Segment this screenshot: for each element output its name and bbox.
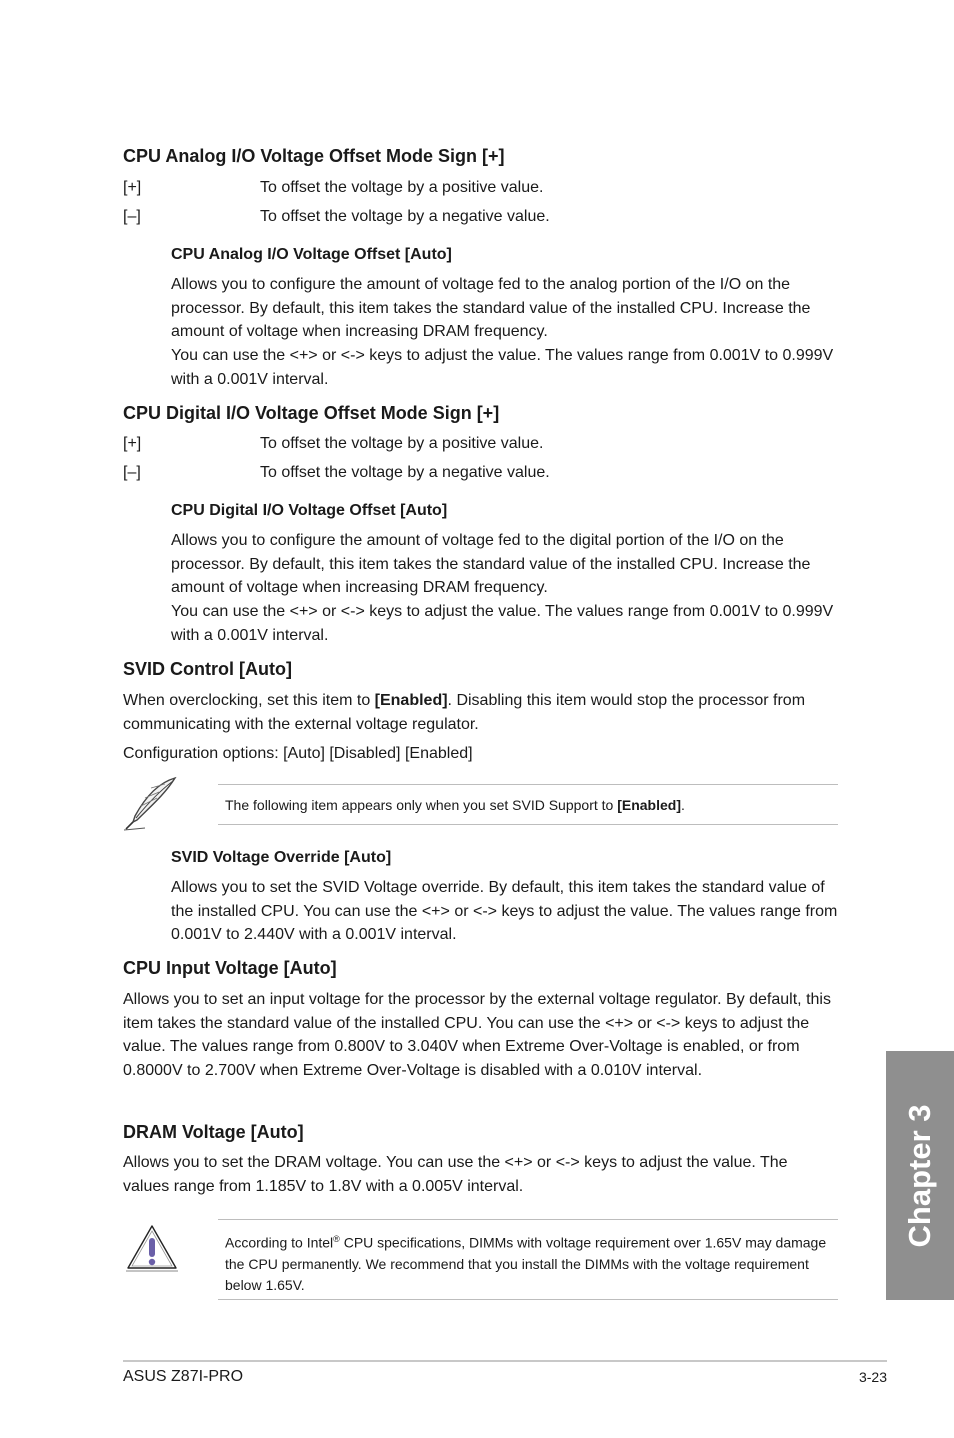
paragraph-digital-offset-2: You can use the <+> or <-> keys to adjust the value. The values range from 0.001V to 0.999V with a 0.001V interval. bbox=[171, 603, 834, 644]
option-key-minus: [–] bbox=[123, 464, 141, 481]
paragraph-dram-voltage: Allows you to set the DRAM voltage. You can use the <+> or <-> keys to adjust the value. The values range from 1.185V to 1.8V with a 0.005V interval. bbox=[123, 1154, 788, 1195]
heading-analog-offset: CPU Analog I/O Voltage Offset [Auto] bbox=[171, 246, 452, 263]
chapter-label: Chapter 3 bbox=[902, 1104, 937, 1247]
heading-input-voltage: CPU Input Voltage [Auto] bbox=[123, 958, 337, 978]
heading-svid-override: SVID Voltage Override [Auto] bbox=[171, 849, 392, 866]
footer-page-number: 3-23 bbox=[858, 1369, 887, 1385]
warning-dimm-voltage: According to Intel® CPU specifications, DIMMs with voltage requirement over 1.65V may damage the CPU permanently. We recommend that you install the DIMMs with the voltage requirement below 1.65V. bbox=[225, 1234, 827, 1293]
note-rule-bottom bbox=[218, 824, 838, 825]
option-key-plus: [+] bbox=[123, 179, 142, 196]
enabled-keyword: [Enabled] bbox=[374, 692, 448, 709]
heading-digital-offset: CPU Digital I/O Voltage Offset [Auto] bbox=[171, 502, 448, 519]
warning-rule-top bbox=[218, 1219, 838, 1220]
paragraph-input-voltage: Allows you to set an input voltage for the processor by the external voltage regulator. By default, this item takes the standard value of the installed CPU. You can use the <+> or <-> keys to adjust the value. The values range from 0.800V to 3.040V when Extreme Over-Voltage is enabled, or from 0.8000V to 2.700V when Extreme Over-Voltage is disabled with a 0.010V interval. bbox=[123, 991, 831, 1079]
quill-pen-icon bbox=[121, 776, 181, 832]
option-key-plus: [+] bbox=[123, 435, 142, 452]
heading-digital-sign: CPU Digital I/O Voltage Offset Mode Sign [+] bbox=[123, 403, 500, 423]
footer-rule bbox=[123, 1360, 887, 1362]
option-desc-plus: To offset the voltage by a positive value. bbox=[260, 435, 544, 452]
warning-triangle-icon bbox=[124, 1222, 180, 1274]
option-desc-plus: To offset the voltage by a positive value. bbox=[260, 179, 544, 196]
config-options: Configuration options: [Auto] [Disabled] [Enabled] bbox=[123, 745, 473, 762]
paragraph-analog-offset-1: Allows you to configure the amount of voltage fed to the analog portion of the I/O on the processor. By default, this item takes the standard value of the installed CPU. Increase the amount of voltage when increasing DRAM frequency. bbox=[171, 276, 811, 340]
paragraph-analog-offset-2: You can use the <+> or <-> keys to adjust the value. The values range from 0.001V to 0.999V with a 0.001V interval. bbox=[171, 347, 834, 388]
heading-svid-control: SVID Control [Auto] bbox=[123, 659, 292, 679]
heading-analog-sign: CPU Analog I/O Voltage Offset Mode Sign [+] bbox=[123, 146, 505, 166]
chapter-tab bbox=[886, 1051, 954, 1300]
option-desc-minus: To offset the voltage by a negative value. bbox=[260, 208, 550, 225]
heading-dram-voltage: DRAM Voltage [Auto] bbox=[123, 1122, 304, 1142]
warning-rule-bottom bbox=[218, 1299, 838, 1300]
option-key-minus: [–] bbox=[123, 208, 141, 225]
paragraph-svid-override: Allows you to set the SVID Voltage override. By default, this item takes the standard value of the installed CPU. You can use the <+> or <-> keys to adjust the value. The values range from 0.001V to 2.440V with a 0.001V interval. bbox=[171, 879, 838, 943]
footer-product: ASUS Z87I-PRO bbox=[123, 1368, 244, 1385]
paragraph-digital-offset-1: Allows you to configure the amount of voltage fed to the digital portion of the I/O on the processor. By default, this item takes the standard value of the installed CPU. Increase the amount of voltage when increasing DRAM frequency. bbox=[171, 532, 811, 596]
option-desc-minus: To offset the voltage by a negative value. bbox=[260, 464, 550, 481]
note-svid: The following item appears only when you set SVID Support to [Enabled]. bbox=[225, 797, 685, 813]
note-rule-top bbox=[218, 784, 838, 785]
paragraph-svid-control: When overclocking, set this item to [Enabled]. Disabling this item would stop the processor from communicating with the external voltage regulator. bbox=[123, 692, 806, 733]
